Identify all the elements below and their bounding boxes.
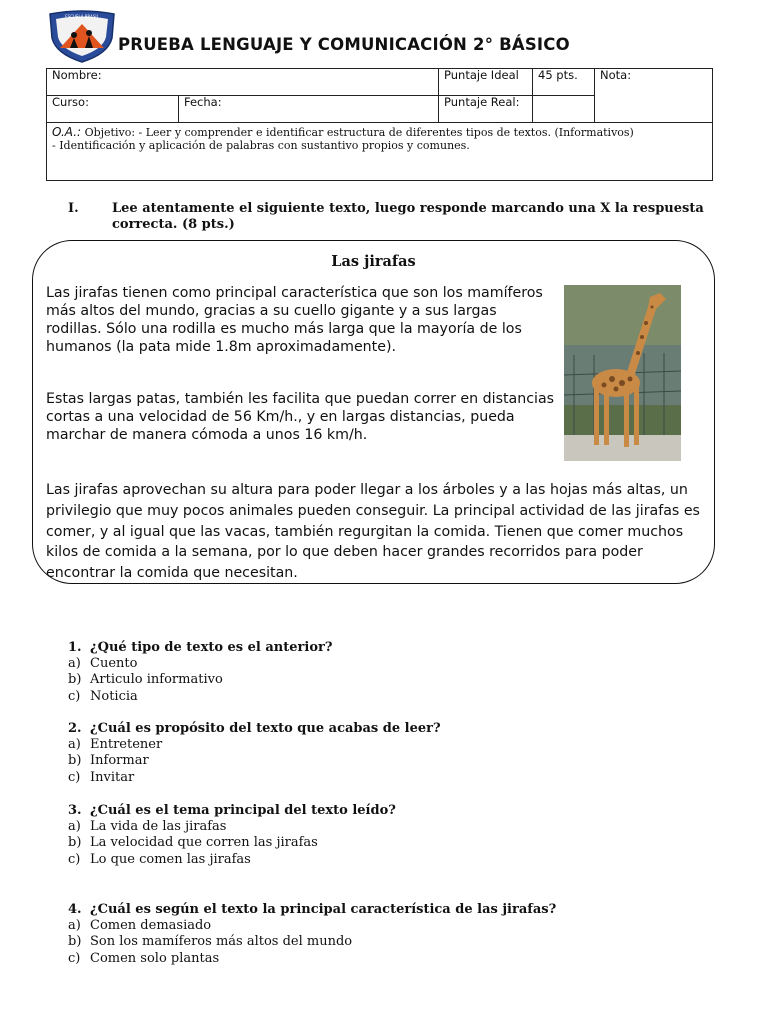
question-number: 4.: [68, 902, 82, 917]
option-letter: c): [68, 688, 81, 704]
reading-paragraph-2: Estas largas patas, también les facilita que puedan correr en distancias cortas a una velocidad de 56 Km/h., y en largas distancias, pueda marchar de manera cómoda a unos 16 km/h.: [46, 391, 555, 443]
reading-paragraph-1: Las jirafas tienen como principal característica que son los mamíferos más altos del mundo, gracias a su cuello gigante y a sus largas rodillas. Sólo una rodilla es mucho más larga que la mayoría de los humanos (la pata mide 1.8m aproximadamente).: [46, 285, 543, 355]
question-number: 2.: [68, 721, 82, 736]
oa-line1: Objetivo: - Leer y comprender e identificar estructura de diferentes tipos de textos. (Informativos): [84, 126, 634, 139]
question-number: 1.: [68, 640, 82, 655]
real-score-field[interactable]: [533, 96, 595, 123]
grade-label: Nota:: [600, 68, 632, 82]
answer-option[interactable]: [68, 656, 332, 672]
option-letter: b): [68, 934, 82, 950]
option-text: La velocidad que corren las jirafas: [90, 835, 318, 851]
question-title: [68, 721, 441, 737]
giraffe-photo: [564, 285, 681, 461]
ideal-score-label: Puntaje Ideal: [439, 69, 533, 96]
option-letter: a): [68, 737, 81, 752]
option-letter: a): [68, 918, 81, 933]
option-text: Noticia: [90, 688, 138, 704]
question-1: [68, 640, 332, 705]
option-text: Comen demasiado: [90, 918, 212, 933]
option-text: Son los mamíferos más altos del mundo: [90, 934, 353, 950]
question-2: [68, 721, 441, 786]
answer-option[interactable]: [68, 934, 556, 950]
reading-title: Las jirafas: [331, 253, 416, 270]
option-text: Cuento: [90, 656, 138, 671]
instruction-text: Lee atentamente el siguiente texto, luego responde marcando una X la respuesta correcta. (8 pts.): [112, 201, 704, 232]
question-text: ¿Qué tipo de texto es el anterior?: [90, 640, 333, 655]
name-label: Nombre:: [52, 68, 102, 82]
school-logo: [46, 8, 118, 64]
instruction-number: I.: [68, 201, 79, 216]
option-text: Entretener: [90, 737, 163, 752]
option-text: Articulo informativo: [90, 672, 223, 688]
course-label: Curso:: [52, 95, 89, 109]
question-title: [68, 803, 396, 819]
date-label: Fecha:: [184, 95, 222, 109]
question-4: [68, 902, 556, 967]
logo-text: ESCUELA BRASIL: [65, 14, 99, 19]
answer-option[interactable]: [68, 951, 556, 967]
option-text: Lo que comen las jirafas: [90, 851, 251, 867]
question-3: [68, 803, 396, 868]
answer-option[interactable]: [68, 689, 332, 705]
answer-option[interactable]: [68, 753, 441, 769]
question-number: 3.: [68, 803, 82, 818]
learning-objective: [47, 123, 713, 181]
answer-option[interactable]: [68, 770, 441, 786]
question-text: ¿Cuál es propósito del texto que acabas de leer?: [90, 721, 441, 736]
option-letter: b): [68, 672, 82, 688]
option-text: Comen solo plantas: [90, 950, 220, 966]
question-text: ¿Cuál es según el texto la principal característica de las jirafas?: [90, 902, 557, 917]
oa-label: O.A.:: [52, 125, 82, 139]
question-title: [68, 902, 556, 918]
option-letter: a): [68, 819, 81, 834]
question-title: [68, 640, 332, 656]
option-letter: b): [68, 835, 82, 851]
student-info-table: [46, 68, 713, 181]
course-field[interactable]: [47, 96, 179, 123]
option-letter: b): [68, 753, 82, 769]
answer-option[interactable]: [68, 819, 396, 835]
option-text: Informar: [90, 753, 149, 769]
option-text: Invitar: [90, 769, 135, 785]
name-field[interactable]: [47, 69, 439, 96]
answer-option[interactable]: [68, 918, 556, 934]
option-letter: c): [68, 950, 81, 966]
option-letter: c): [68, 769, 81, 785]
reading-paragraph-3: Las jirafas aprovechan su altura para poder llegar a los árboles y a las hojas más altas, un privilegio que muy pocos animales pueden conseguir. La principal actividad de las jirafas es comer, y al igual que las vacas, también regurgitan la comida. Tienen que comer muchos kilos de comida a la semana, por lo que deben hacer grandes recorridos para poder encontrar la comida que necesitan.: [46, 482, 700, 582]
answer-option[interactable]: [68, 737, 441, 753]
date-field[interactable]: [179, 96, 439, 123]
option-letter: c): [68, 851, 81, 867]
answer-option[interactable]: [68, 852, 396, 868]
grade-field[interactable]: [595, 69, 713, 123]
page-title: PRUEBA LENGUAJE Y COMUNICACIÓN 2° BÁSICO: [118, 35, 570, 54]
option-letter: a): [68, 656, 81, 671]
answer-option[interactable]: [68, 672, 332, 688]
option-text: La vida de las jirafas: [90, 819, 227, 834]
real-score-label: Puntaje Real:: [439, 96, 533, 123]
ideal-score-value: 45 pts.: [533, 69, 595, 96]
answer-option[interactable]: [68, 835, 396, 851]
oa-line2: - Identificación y aplicación de palabras con sustantivo propios y comunes.: [52, 139, 470, 152]
question-text: ¿Cuál es el tema principal del texto leído?: [90, 803, 396, 818]
